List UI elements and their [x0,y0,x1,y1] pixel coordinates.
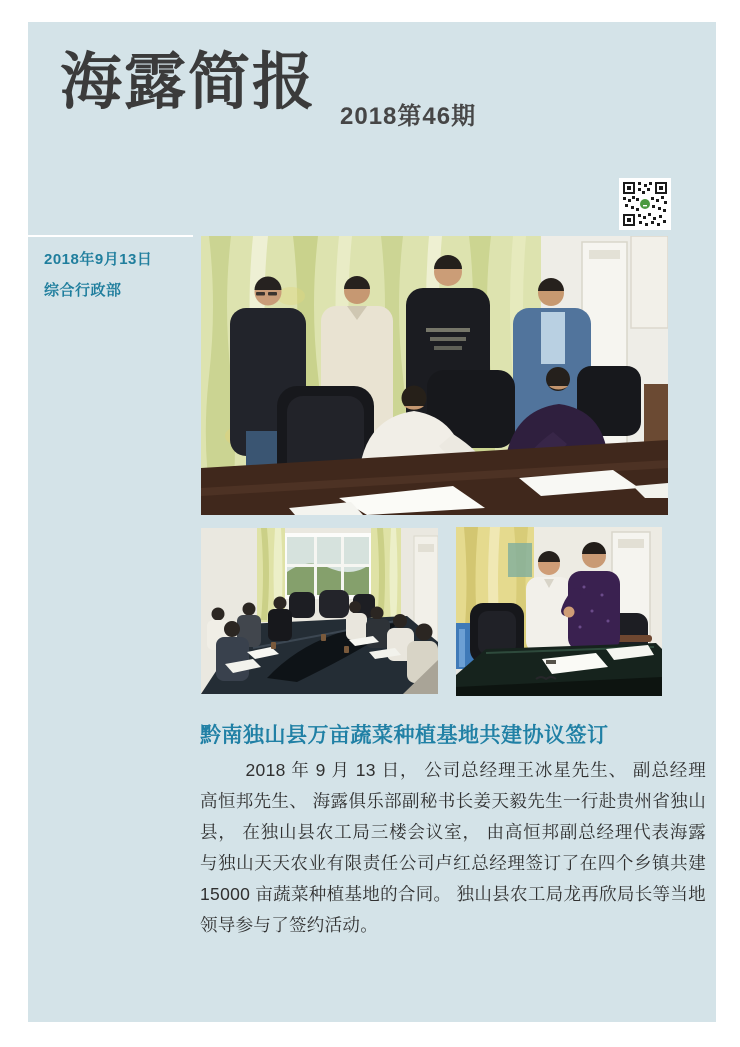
sidebar-separator [28,235,193,237]
qr-code-graphic [623,182,667,226]
sidebar-department: 综合行政部 [44,282,122,299]
qr-code-icon [619,178,671,230]
photo-meeting-room [201,528,438,694]
photo-handshake [456,527,662,696]
masthead-title: 海露简报 [60,48,317,117]
photo-signing-ceremony [201,236,668,515]
sidebar-date: 2018年9月13日 [44,251,153,268]
article-headline: 黔南独山县万亩蔬菜种植基地共建协议签订 [200,724,609,747]
article-body: 2018 年 9 月 13 日， 公司总经理王冰星先生、 副总经理高恒邦先生、 海露俱乐部副秘书长姜天毅先生一行赴贵州省独山县， 在独山县农工局三楼会议室， 由高恒邦副总经理代表海露与独山天天农业有限责任公司卢红总经理签订了在四个乡镇共建 15000 亩蔬菜种植基地的合同。 独山县农工局龙再欣局长等当地领导参与了签约活动。 [200,760,706,935]
bulletin-panel [28,22,716,1022]
sidebar-info [44,244,194,306]
issue-number: 2018第46期 [340,103,477,130]
